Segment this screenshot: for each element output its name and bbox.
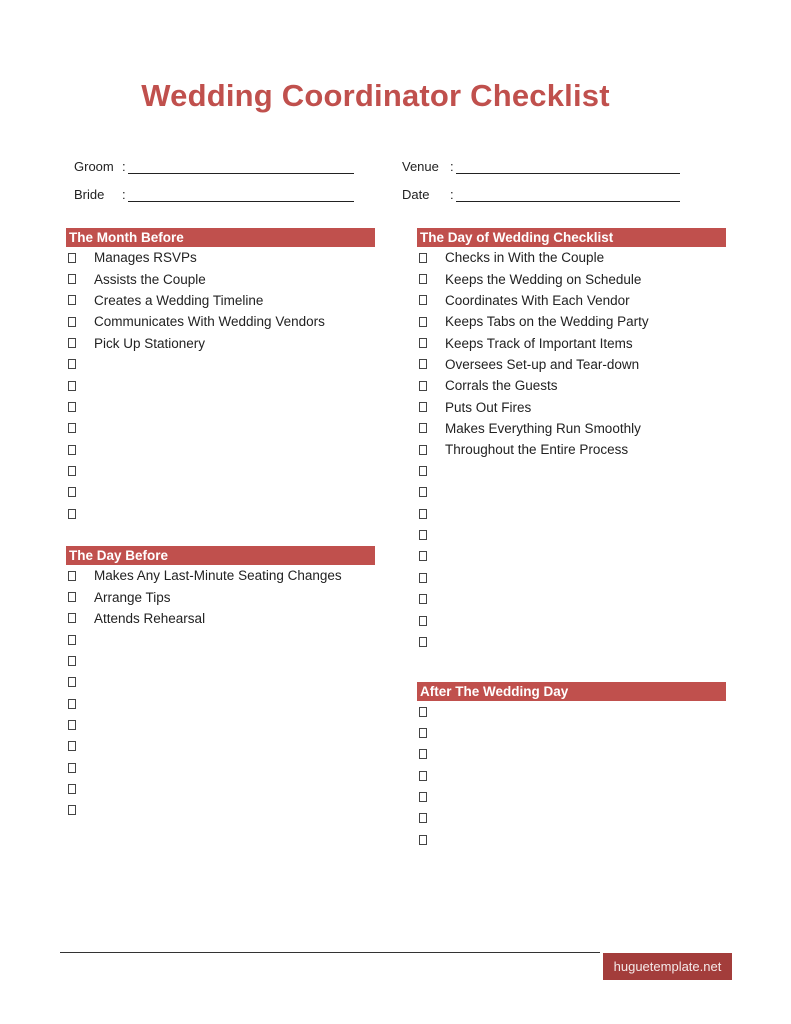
date-label: Date xyxy=(402,187,430,202)
checkbox-icon[interactable] xyxy=(68,295,76,305)
checkbox-icon[interactable] xyxy=(68,359,76,369)
checklist-item xyxy=(66,800,375,821)
checklist-item-label: Makes Everything Run Smoothly xyxy=(445,420,641,436)
checkbox-icon[interactable] xyxy=(419,359,427,369)
checklist-item-label: Arrange Tips xyxy=(94,589,171,605)
venue-label: Venue xyxy=(402,159,439,174)
checklist-item xyxy=(66,778,375,799)
checkbox-icon[interactable] xyxy=(419,573,427,583)
checkbox-icon[interactable] xyxy=(419,637,427,647)
checkbox-icon[interactable] xyxy=(68,805,76,815)
checkbox-icon[interactable] xyxy=(68,571,76,581)
checkbox-icon[interactable] xyxy=(419,317,427,327)
checklist-item xyxy=(417,247,726,268)
date-input-line[interactable] xyxy=(456,187,680,202)
checkbox-icon[interactable] xyxy=(419,835,427,845)
checklist-item xyxy=(417,290,726,311)
checkbox-icon[interactable] xyxy=(419,466,427,476)
after-wedding-list xyxy=(417,701,726,850)
checklist-item xyxy=(417,744,726,765)
checkbox-icon[interactable] xyxy=(68,656,76,666)
checklist-item xyxy=(66,460,375,481)
checklist-item xyxy=(66,629,375,650)
section-header-month-before: The Month Before xyxy=(66,228,375,247)
checklist-item-label: Keeps Tabs on the Wedding Party xyxy=(445,314,649,330)
checkbox-icon[interactable] xyxy=(68,274,76,284)
checklist-item xyxy=(66,290,375,311)
checklist-item xyxy=(66,693,375,714)
checkbox-icon[interactable] xyxy=(419,707,427,717)
checklist-item xyxy=(66,650,375,671)
checklist-item xyxy=(417,375,726,396)
checklist-item-label: Pick Up Stationery xyxy=(94,335,206,351)
checklist-item xyxy=(417,332,726,353)
checkbox-icon[interactable] xyxy=(68,445,76,455)
checklist-item xyxy=(417,722,726,743)
groom-colon: : xyxy=(122,159,126,174)
checkbox-icon[interactable] xyxy=(419,530,427,540)
checklist-item-label: Makes Any Last-Minute Seating Changes xyxy=(94,568,342,584)
checklist-item-label: Attends Rehearsal xyxy=(94,610,206,626)
checklist-item xyxy=(66,736,375,757)
checklist-item-label: Creates a Wedding Timeline xyxy=(94,292,264,308)
checkbox-icon[interactable] xyxy=(419,402,427,412)
checkbox-icon[interactable] xyxy=(68,677,76,687)
day-before-list xyxy=(66,565,375,821)
bride-field xyxy=(74,184,354,202)
checklist-item xyxy=(417,503,726,524)
checkbox-icon[interactable] xyxy=(419,445,427,455)
checklist-item xyxy=(66,608,375,629)
checkbox-icon[interactable] xyxy=(68,741,76,751)
checklist-item xyxy=(417,786,726,807)
checklist-item xyxy=(417,524,726,545)
checklist-item xyxy=(66,311,375,332)
checklist-item-label: Keeps Track of Important Items xyxy=(445,335,633,351)
venue-input-line[interactable] xyxy=(456,159,680,174)
checklist-item-label: Manages RSVPs xyxy=(94,250,197,266)
checklist-item xyxy=(66,332,375,353)
checklist-item xyxy=(417,701,726,722)
checkbox-icon[interactable] xyxy=(68,317,76,327)
bride-label: Bride xyxy=(74,187,105,202)
checklist-item xyxy=(66,375,375,396)
checklist-item xyxy=(66,586,375,607)
footer-brand-badge: huguetemplate.net xyxy=(603,953,732,980)
checklist-item xyxy=(417,631,726,652)
checkbox-icon[interactable] xyxy=(68,487,76,497)
bride-input-line[interactable] xyxy=(128,187,354,202)
checkbox-icon[interactable] xyxy=(419,813,427,823)
footer-divider xyxy=(60,952,600,953)
checklist-item xyxy=(417,439,726,460)
date-field xyxy=(402,184,680,202)
checklist-item xyxy=(66,268,375,289)
checkbox-icon[interactable] xyxy=(419,749,427,759)
checkbox-icon[interactable] xyxy=(419,381,427,391)
checklist-item-label: Assists the Couple xyxy=(94,271,206,287)
checklist-item xyxy=(417,396,726,417)
checklist-item xyxy=(66,672,375,693)
date-colon: : xyxy=(450,187,454,202)
checkbox-icon[interactable] xyxy=(68,720,76,730)
checklist-item xyxy=(66,757,375,778)
venue-colon: : xyxy=(450,159,454,174)
checklist-item xyxy=(417,829,726,850)
page-title: Wedding Coordinator Checklist xyxy=(141,78,610,113)
bride-colon: : xyxy=(122,187,126,202)
checkbox-icon[interactable] xyxy=(419,295,427,305)
checkbox-icon[interactable] xyxy=(68,381,76,391)
checkbox-icon[interactable] xyxy=(68,509,76,519)
checkbox-icon[interactable] xyxy=(419,594,427,604)
checkbox-icon[interactable] xyxy=(68,338,76,348)
checkbox-icon[interactable] xyxy=(68,784,76,794)
section-header-after-wedding: After The Wedding Day xyxy=(417,682,726,701)
checkbox-icon[interactable] xyxy=(68,763,76,773)
checkbox-icon[interactable] xyxy=(419,551,427,561)
section-header-day-before: The Day Before xyxy=(66,546,375,565)
checklist-item-label: Corrals the Guests xyxy=(445,378,558,394)
day-of-wedding-list xyxy=(417,247,726,653)
checkbox-icon[interactable] xyxy=(68,592,76,602)
checklist-item-label: Keeps the Wedding on Schedule xyxy=(445,271,642,287)
checkbox-icon[interactable] xyxy=(419,771,427,781)
checkbox-icon[interactable] xyxy=(68,253,76,263)
checkbox-icon[interactable] xyxy=(419,274,427,284)
checklist-item-label: Communicates With Wedding Vendors xyxy=(94,314,325,330)
checklist-item xyxy=(417,311,726,332)
checklist-item xyxy=(417,567,726,588)
section-header-day-of-wedding: The Day of Wedding Checklist xyxy=(417,228,726,247)
checkbox-icon[interactable] xyxy=(419,509,427,519)
checkbox-icon[interactable] xyxy=(419,338,427,348)
month-before-list xyxy=(66,247,375,524)
groom-label: Groom xyxy=(74,159,114,174)
checkbox-icon[interactable] xyxy=(68,635,76,645)
groom-field xyxy=(74,156,354,174)
checklist-item xyxy=(417,546,726,567)
checklist-item-label: Oversees Set-up and Tear-down xyxy=(445,356,640,372)
checkbox-icon[interactable] xyxy=(68,423,76,433)
checkbox-icon[interactable] xyxy=(68,613,76,623)
checklist-item xyxy=(66,247,375,268)
checkbox-icon[interactable] xyxy=(68,402,76,412)
checklist-item xyxy=(66,482,375,503)
checklist-item xyxy=(417,610,726,631)
checkbox-icon[interactable] xyxy=(419,487,427,497)
checkbox-icon[interactable] xyxy=(419,423,427,433)
checklist-item xyxy=(66,418,375,439)
checklist-item xyxy=(417,418,726,439)
checklist-item xyxy=(66,503,375,524)
checklist-item xyxy=(417,268,726,289)
checkbox-icon[interactable] xyxy=(419,728,427,738)
checklist-item xyxy=(417,589,726,610)
checklist-item xyxy=(417,460,726,481)
checklist-item xyxy=(417,482,726,503)
checkbox-icon[interactable] xyxy=(419,792,427,802)
checklist-item xyxy=(417,765,726,786)
checklist-item-label: Throughout the Entire Process xyxy=(445,442,629,458)
checkbox-icon[interactable] xyxy=(419,616,427,626)
venue-field xyxy=(402,156,680,174)
checklist-item xyxy=(66,396,375,417)
checkbox-icon[interactable] xyxy=(419,253,427,263)
checklist-item xyxy=(66,439,375,460)
checklist-item xyxy=(417,354,726,375)
checkbox-icon[interactable] xyxy=(68,699,76,709)
checklist-item-label: Coordinates With Each Vendor xyxy=(445,292,630,308)
checklist-item xyxy=(417,808,726,829)
checklist-item xyxy=(66,354,375,375)
groom-input-line[interactable] xyxy=(128,159,354,174)
checkbox-icon[interactable] xyxy=(68,466,76,476)
checklist-item xyxy=(66,565,375,586)
checklist-item-label: Checks in With the Couple xyxy=(445,250,605,266)
checklist-item xyxy=(66,714,375,735)
checklist-item-label: Puts Out Fires xyxy=(445,399,532,415)
